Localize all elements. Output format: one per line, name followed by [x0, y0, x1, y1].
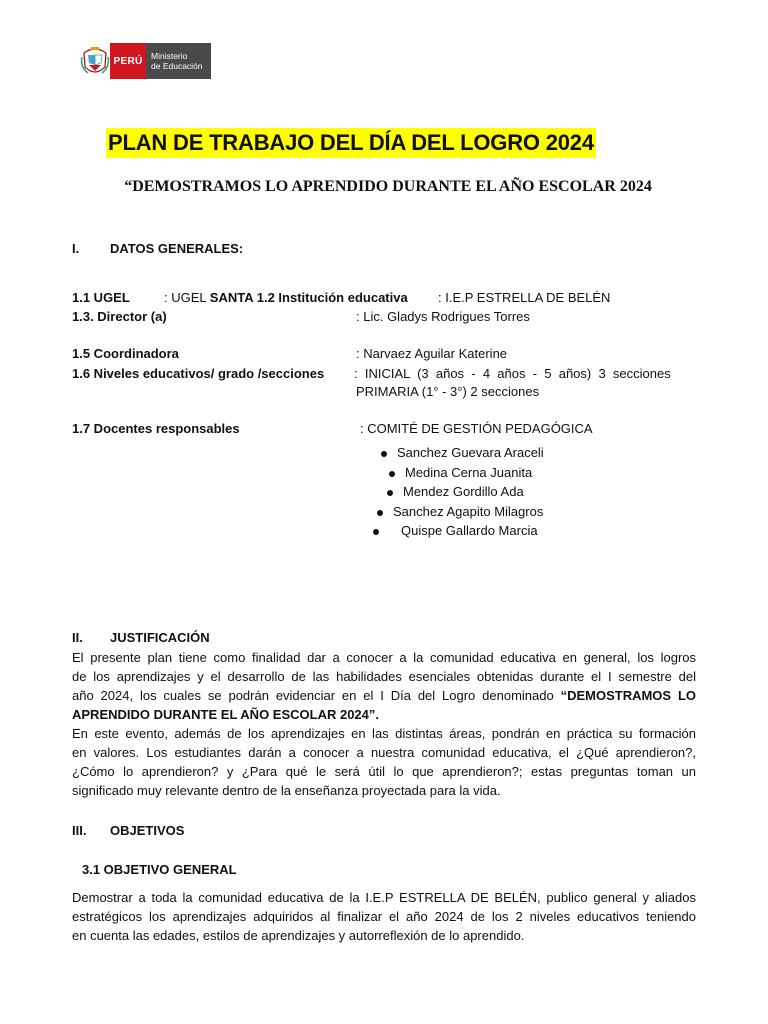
list-item: Quispe Gallardo Marcia	[373, 523, 538, 538]
ministry-logo	[80, 43, 211, 79]
bullet-icon	[381, 451, 387, 457]
section-3-number: III.	[72, 823, 87, 838]
justification-paragraph-2: En este evento, además de los aprendizajes en las distintas áreas, pondrán en práctica su formación en valores. Los estudiantes darán a conocer a nuestra comunidad educativa, el ¿Qué aprendieron?, ¿Cómo lo aprendieron? y ¿Para qué le será útil lo que aprendieron?; estas preguntas toman un significado muy relevante dentro de la enseñanza proyectada para la vida.	[72, 726, 696, 798]
levels-value-line2: PRIMARIA (1° - 3°) 2 secciones	[356, 384, 540, 399]
coordinator-label: 1.5 Coordinadora	[72, 346, 179, 361]
list-item: Sanchez Agapito Milagros	[377, 504, 543, 519]
section-3-heading: OBJETIVOS	[110, 823, 185, 838]
levels-value-line1: : INICIAL (3 años - 4 años - 5 años) 3 secciones	[354, 366, 671, 381]
justification-paragraph-1: El presente plan tiene como finalidad dar a conocer a la comunidad educativa en general, los logros de los aprendizajes y el desarrollo de las habilidades esenciales obtenidas durante el I semestre del año 2024, los cuales se podrán evidenciar en el I Día del Logro denominado “DEMOSTRAMOS LO APRENDIDO DURANTE EL AÑO ESCOLAR 2024”.	[72, 650, 696, 722]
teachers-value: : COMITÉ DE GESTIÓN PEDAGÓGICA	[360, 421, 593, 436]
section-2-number: II.	[72, 630, 83, 645]
section-2-heading: JUSTIFICACIÓN	[110, 630, 210, 645]
ugel-label: 1.1 UGEL	[72, 290, 130, 305]
list-item: Medina Cerna Juanita	[389, 465, 532, 480]
bullet-icon	[377, 510, 383, 516]
director-label: 1.3. Director (a)	[72, 309, 167, 324]
teachers-label: 1.7 Docentes responsables	[72, 421, 240, 436]
general-objective-text: Demostrar a toda la comunidad educativa de la I.E.P ESTRELLA DE BELÉN, publico general y aliados estratégicos los aprendizajes adquiridos al finalizar el año 2024 de los 2 niveles educativos teniendo en cuenta las edades, estilos de aprendizajes y autorreflexión de lo aprendido.	[72, 890, 696, 943]
bullet-icon	[387, 490, 393, 496]
ugel-value: : UGEL SANTA 1.2 Institución educativa	[164, 290, 408, 305]
general-objective-heading: 3.1 OBJETIVO GENERAL	[82, 862, 237, 877]
levels-label: 1.6 Niveles educativos/ grado /secciones	[72, 366, 325, 381]
list-item: Mendez Gordillo Ada	[387, 484, 524, 499]
coordinator-value: : Narvaez Aguilar Katerine	[356, 346, 508, 361]
institution-value: : I.E.P ESTRELLA DE BELÉN	[438, 290, 611, 305]
document-subtitle: “DEMOSTRAMOS LO APRENDIDO DURANTE EL AÑO ESCOLAR 2024	[124, 178, 652, 195]
list-item: Sanchez Guevara Araceli	[381, 445, 544, 460]
logo-country: PERÚ	[110, 43, 146, 79]
coat-of-arms-icon	[80, 43, 110, 79]
logo-ministry: Ministerio de Educación	[146, 43, 211, 79]
section-1-number: I.	[72, 241, 80, 256]
section-1-heading: DATOS GENERALES:	[110, 241, 244, 256]
document-title: PLAN DE TRABAJO DEL DÍA DEL LOGRO 2024	[106, 128, 596, 158]
bullet-icon	[389, 471, 395, 477]
bullet-icon	[373, 529, 379, 535]
director-value: : Lic. Gladys Rodrigues Torres	[356, 309, 530, 324]
